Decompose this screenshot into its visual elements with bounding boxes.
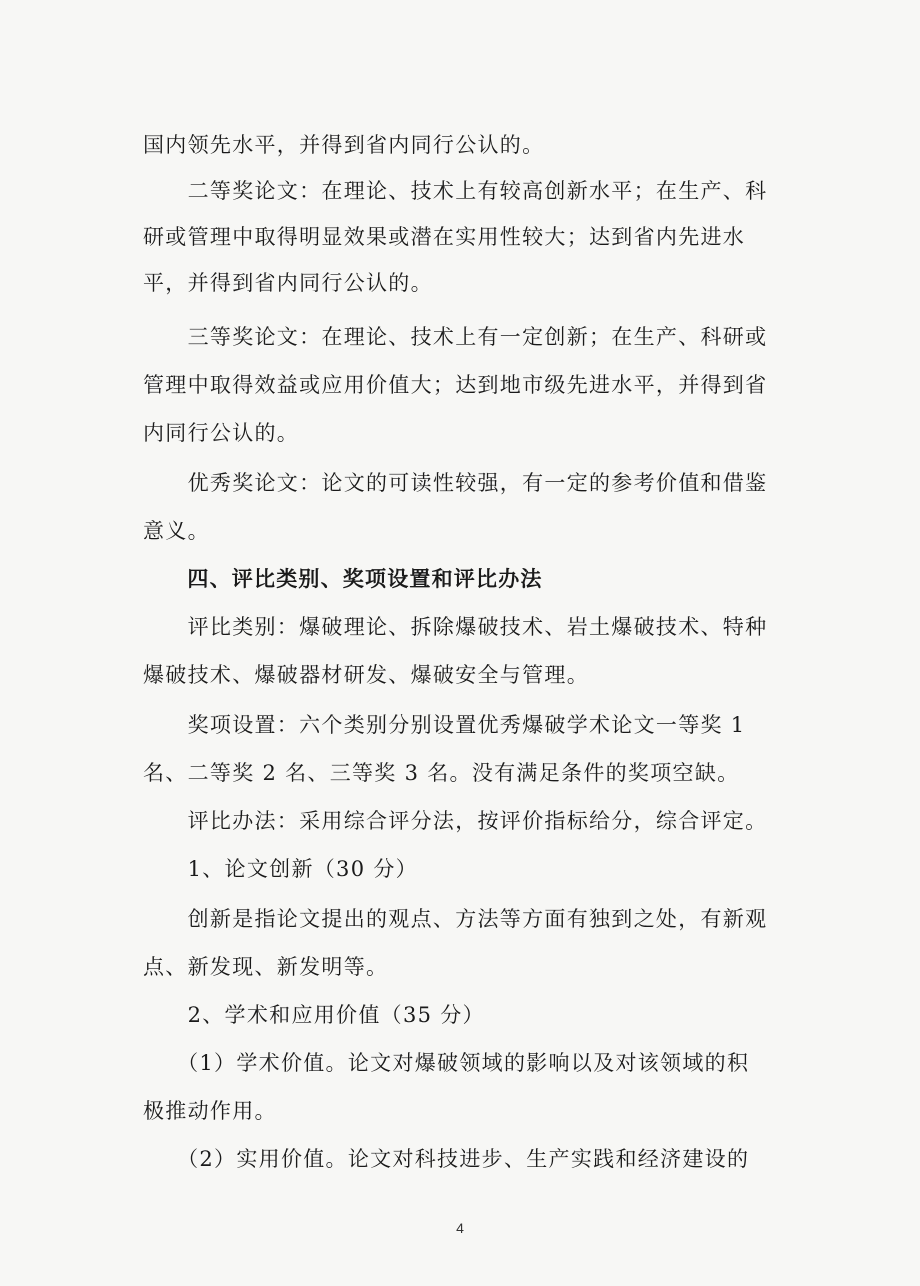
paragraph-line: 优秀奖论文：论文的可读性较强，有一定的参考价值和借鉴: [143, 471, 768, 495]
paragraph-line: （1）学术价值。论文对爆破领域的影响以及对该领域的积: [143, 1051, 750, 1075]
paragraph-line: 爆破技术、爆破器材研发、爆破安全与管理。: [143, 663, 589, 687]
paragraph-line: 1、论文创新（30 分）: [143, 857, 418, 881]
paragraph-line: 国内领先水平，并得到省内同行公认的。: [143, 133, 545, 157]
paragraph-line: 平，并得到省内同行公认的。: [143, 271, 433, 295]
page-number: 4: [456, 1220, 464, 1236]
paragraph-line: 内同行公认的。: [143, 421, 300, 445]
paragraph-line: （2）实用价值。论文对科技进步、生产实践和经济建设的: [143, 1147, 750, 1171]
paragraph-line: 研或管理中取得明显效果或潜在实用性较大；达到省内先进水: [143, 225, 746, 249]
paragraph-line: 极推动作用。: [143, 1099, 277, 1123]
paragraph-line: 评比办法：采用综合评分法，按评价指标给分，综合评定。: [143, 809, 768, 833]
paragraph-line: 点、新发现、新发明等。: [143, 955, 389, 979]
paragraph-line: 奖项设置：六个类别分别设置优秀爆破学术论文一等奖 1: [143, 713, 746, 737]
paragraph-line: 名、二等奖 2 名、三等奖 3 名。没有满足条件的奖项空缺。: [143, 761, 740, 785]
paragraph-line: 2、学术和应用价值（35 分）: [143, 1003, 485, 1027]
paragraph-line: 三等奖论文：在理论、技术上有一定创新；在生产、科研或: [143, 325, 768, 349]
paragraph-line: 二等奖论文：在理论、技术上有较高创新水平；在生产、科: [143, 179, 768, 203]
paragraph-line: 创新是指论文提出的观点、方法等方面有独到之处，有新观: [143, 907, 768, 931]
paragraph-line: 评比类别：爆破理论、拆除爆破技术、岩土爆破技术、特种: [143, 615, 768, 639]
paragraph-line: 管理中取得效益或应用价值大；达到地市级先进水平，并得到省: [143, 373, 768, 397]
paragraph-line: 意义。: [143, 519, 210, 543]
section-heading: 四、评比类别、奖项设置和评比办法: [143, 567, 543, 591]
